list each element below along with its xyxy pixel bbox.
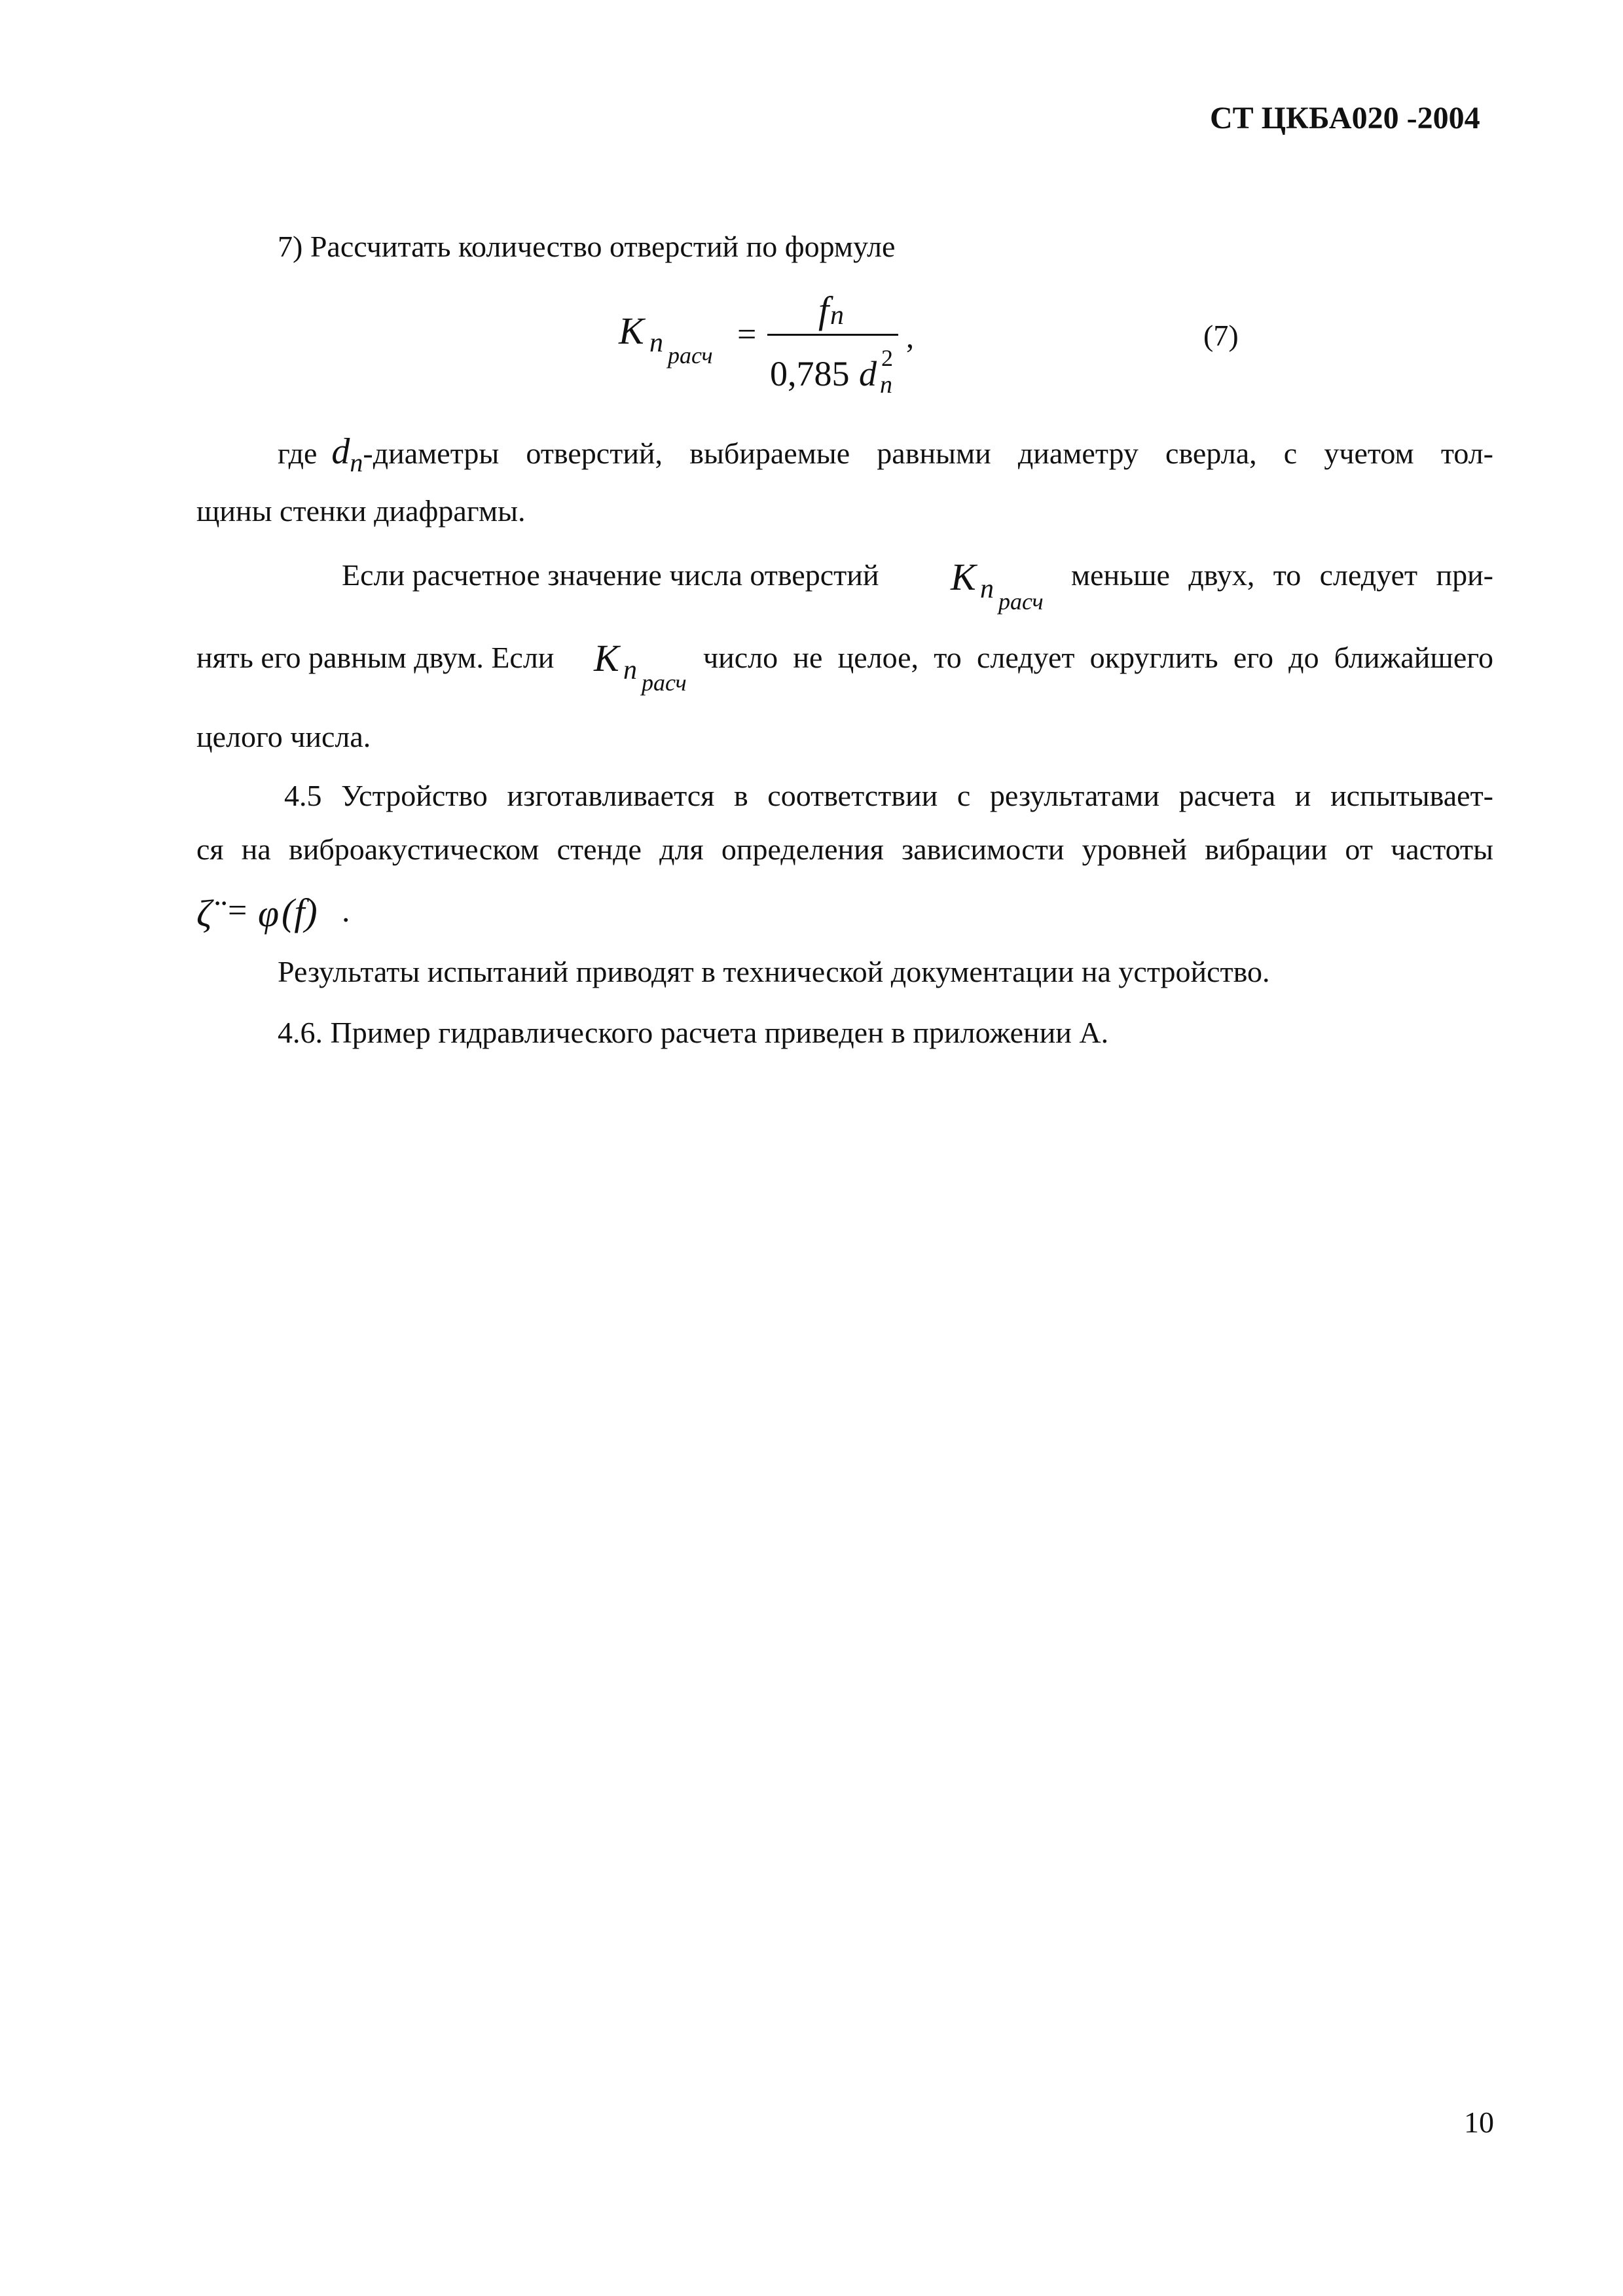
if-line-2-symbol-sub: расч bbox=[642, 670, 687, 696]
formula-numerator-index: n bbox=[830, 300, 844, 331]
where-paragraph-line-1 bbox=[278, 431, 1493, 477]
phi-symbol: φ bbox=[258, 892, 280, 935]
formula-2-period: . bbox=[342, 892, 350, 929]
step-7-text: 7) Рассчитать количество отверстий по формуле bbox=[278, 230, 896, 263]
if-line-1-symbol-sub: расч bbox=[998, 588, 1044, 615]
if-line-1-end: меньше двух, то следует при- bbox=[1071, 558, 1493, 592]
page-number: 10 bbox=[1464, 2106, 1494, 2139]
if-line-3: целого числа. bbox=[196, 720, 371, 753]
if-line-2-start: нять его равным двум. Если bbox=[196, 641, 555, 674]
if-line-1-symbol-index: n bbox=[980, 574, 994, 604]
where-line-1-rest: -диаметры отверстий, выбираемые равными диаметру сверла, с учетом тол- bbox=[363, 437, 1493, 470]
formula-comma: , bbox=[906, 320, 914, 355]
fraction-bar bbox=[767, 334, 898, 336]
formula-denominator-symbol: d bbox=[859, 354, 877, 393]
if-line-2-symbol-index: n bbox=[623, 655, 637, 685]
if-line-2-end: число не целое, то следует округлить его до ближайшего bbox=[703, 641, 1493, 674]
if-line-2-symbol-k: K bbox=[594, 637, 619, 679]
formula-lhs-index: n bbox=[649, 328, 663, 358]
where-symbol-d: d bbox=[331, 431, 350, 472]
where-word: где bbox=[278, 437, 318, 470]
section-4-6: 4.6. Пример гидравлического расчета приведен в приложении А. bbox=[278, 1016, 1109, 1049]
phi-argument: (f) bbox=[282, 891, 318, 933]
formula-equals: = bbox=[737, 316, 757, 353]
formula-denominator-index: n bbox=[880, 371, 892, 399]
formula-number: (7) bbox=[1203, 319, 1239, 352]
formula-2-equals: = bbox=[228, 892, 247, 929]
if-line-1-symbol-k: K bbox=[951, 556, 976, 598]
formula-numerator-symbol: f bbox=[818, 289, 830, 331]
if-line-1-start: Если расчетное значение числа отверстий bbox=[342, 558, 879, 592]
where-paragraph-line-2: щины стенки диафрагмы. bbox=[196, 494, 526, 528]
formula-denominator-exponent: 2 bbox=[881, 345, 893, 371]
formula-lhs-symbol: K bbox=[619, 310, 644, 352]
where-symbol-index: n bbox=[350, 448, 363, 477]
document-code-header: СТ ЦКБА020 -2004 bbox=[1210, 101, 1480, 135]
formula-lhs-index-sub: расч bbox=[668, 342, 713, 368]
section-4-5-line-2: ся на виброакустическом стенде для определения зависимости уровней вибрации от частоты bbox=[196, 833, 1493, 866]
zeta-ddot: ζ̈ bbox=[196, 892, 212, 935]
formula-denominator-coef: 0,785 bbox=[770, 354, 850, 393]
section-4-5-line-1: 4.5 Устройство изготавливается в соответствии с результатами расчета и испытывает- bbox=[284, 779, 1493, 812]
results-paragraph: Результаты испытаний приводят в технической документации на устройство. bbox=[278, 955, 1270, 988]
